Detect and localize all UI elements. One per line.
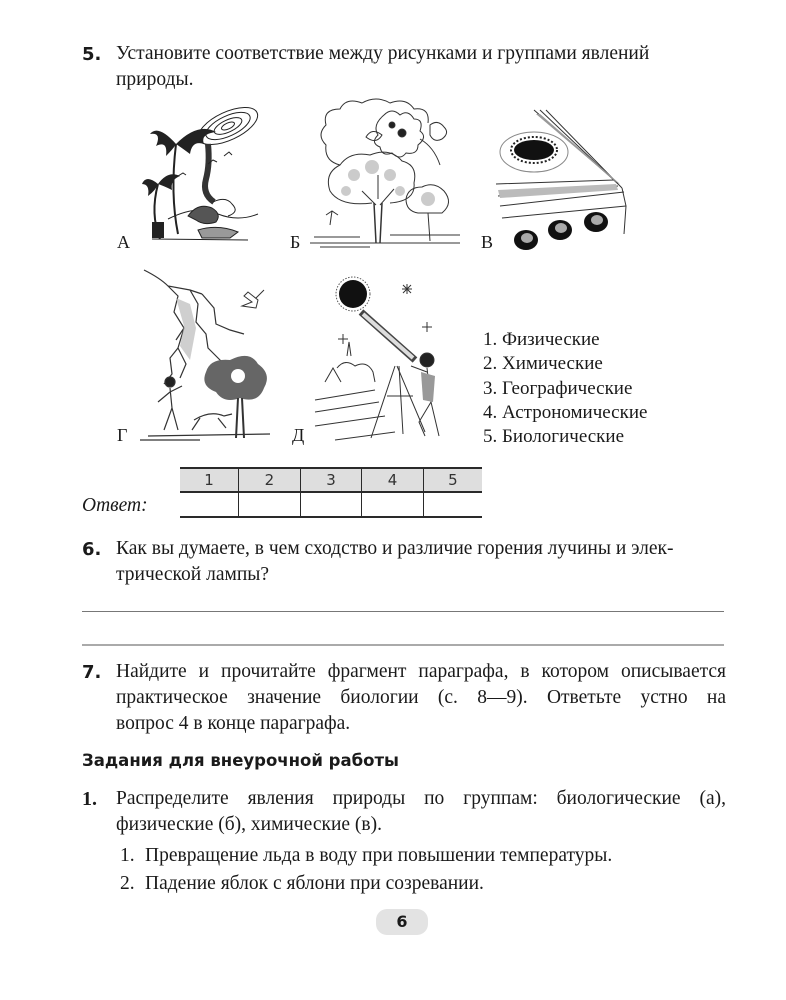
extra-item-2-text: Падение яблок с яблони при созревании.	[145, 873, 484, 894]
blooming-trees-icon	[310, 95, 460, 250]
extra-task-1-number: 1.	[82, 788, 97, 810]
lightning-strike-icon	[140, 268, 280, 443]
task-6-line-1: Как вы думаете, в чем сходство и различие горения лучины и элек-	[116, 538, 674, 559]
task-7-text	[116, 659, 726, 737]
answer-table	[180, 467, 482, 518]
task-5-line-2: природы.	[116, 69, 194, 90]
phenomena-groups-list	[483, 328, 647, 449]
extra-task-1-line-1: Распределите явления природы по группам: биологические (а),	[116, 788, 726, 809]
image-label-a: А	[117, 232, 130, 252]
answer-table-row	[180, 492, 482, 517]
telescope-eclipse-icon	[315, 272, 450, 442]
image-label-v: В	[481, 232, 494, 252]
extra-item-1-text: Превращение льда в воду при повышении температуры.	[145, 845, 613, 866]
section-heading: Задания для внеурочной работы	[82, 751, 399, 770]
extra-task-1-text	[116, 786, 726, 838]
answer-col-4: 4	[362, 468, 424, 492]
option-astronomical: 4. Астрономические	[483, 401, 648, 423]
answer-cell-3[interactable]	[300, 492, 362, 517]
option-geographical: 3. Географические	[483, 377, 633, 399]
extra-item-2-number: 2.	[120, 873, 135, 894]
image-label-g: Г	[117, 425, 128, 445]
answer-cell-4[interactable]	[362, 492, 424, 517]
option-biological: 5. Биологические	[483, 426, 624, 448]
page-number: 6	[376, 909, 428, 935]
extra-task-1-line-2: физические (б), химические (в).	[116, 814, 382, 835]
option-physical: 1. Физические	[483, 329, 600, 350]
image-label-d: Д	[292, 425, 305, 445]
tornado-storm-icon	[138, 104, 268, 244]
task-7-line-2: практическое значение биологии (с. 8—9). Ответьте устно на	[116, 687, 726, 708]
answer-cell-2[interactable]	[239, 492, 301, 517]
task-5-text	[116, 41, 726, 93]
answer-write-line-1[interactable]	[82, 611, 724, 612]
image-label-b: Б	[290, 232, 301, 252]
answer-cell-5[interactable]	[423, 492, 482, 517]
task-7-number: 7.	[82, 662, 102, 683]
option-chemical: 2. Химические	[483, 353, 603, 375]
task-5-line-1: Установите соответствие между рисунками и группами явлений	[116, 43, 650, 64]
extra-item-1-number: 1.	[120, 845, 135, 866]
gas-stove-burner-icon	[496, 110, 628, 260]
answer-col-3: 3	[300, 468, 362, 492]
answer-col-2: 2	[239, 468, 301, 492]
answer-col-1: 1	[180, 468, 239, 492]
answer-write-line-2[interactable]	[82, 644, 724, 646]
task-6-line-2: трической лампы?	[116, 564, 270, 585]
task-6-number: 6.	[82, 539, 102, 560]
answer-cell-1[interactable]	[180, 492, 239, 517]
task-5-number: 5.	[82, 44, 102, 65]
answer-col-5: 5	[423, 468, 482, 492]
task-7-line-3: вопрос 4 в конце параграфа.	[116, 713, 351, 734]
answer-label: Ответ:	[82, 495, 148, 516]
answer-table-header	[180, 468, 482, 492]
task-7-line-1: Найдите и прочитайте фрагмент параграфа, в котором описывается	[116, 661, 726, 682]
task-6-text	[116, 536, 726, 588]
